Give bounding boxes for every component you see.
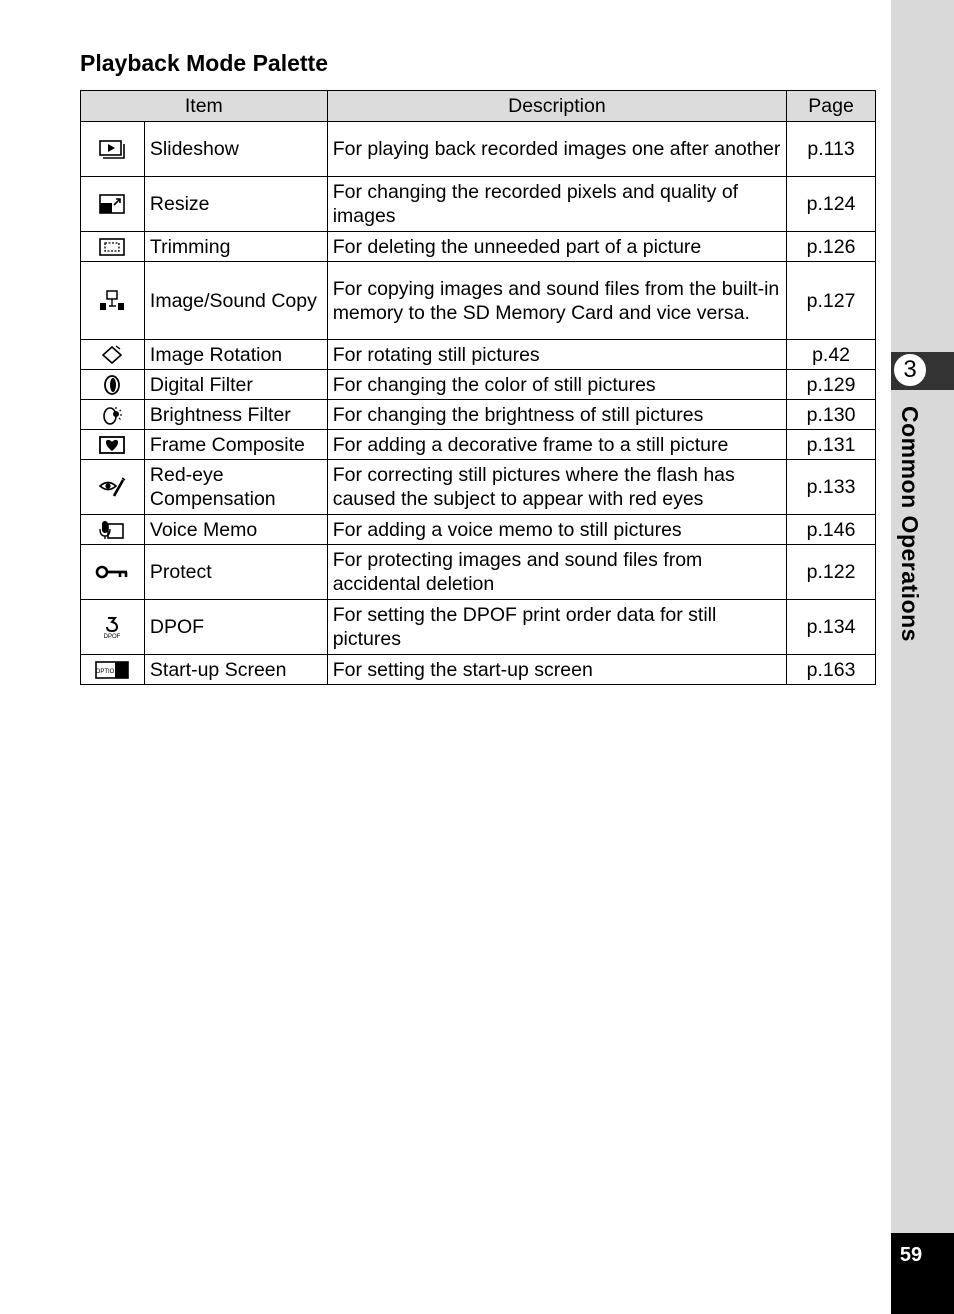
item-page: p.129 <box>787 370 876 400</box>
table-row <box>81 340 876 370</box>
item-description: For setting the DPOF print order data for still pictures <box>327 600 786 655</box>
slideshow-icon <box>81 122 145 177</box>
item-page: p.163 <box>787 655 876 685</box>
item-description: For correcting still pictures where the flash has caused the subject to appear with red eyes <box>327 460 786 515</box>
table-row <box>81 370 876 400</box>
item-name: Start-up Screen <box>144 655 327 685</box>
item-page: p.124 <box>787 177 876 232</box>
table-header-row <box>81 91 876 122</box>
item-description: For adding a decorative frame to a still picture <box>327 430 786 460</box>
item-name: Slideshow <box>144 122 327 177</box>
item-name: Frame Composite <box>144 430 327 460</box>
item-name: Trimming <box>144 232 327 262</box>
item-page: p.146 <box>787 515 876 545</box>
item-description: For setting the start-up screen <box>327 655 786 685</box>
table-row <box>81 232 876 262</box>
item-name: Image/Sound Copy <box>144 262 327 340</box>
item-name: Red-eye Compensation <box>144 460 327 515</box>
table-row <box>81 655 876 685</box>
item-name: Image Rotation <box>144 340 327 370</box>
table-row <box>81 600 876 655</box>
brightness-filter-icon <box>81 400 145 430</box>
item-page: p.134 <box>787 600 876 655</box>
page-title: Playback Mode Palette <box>80 50 328 76</box>
page-number: 59 <box>899 1244 923 1266</box>
item-name: Brightness Filter <box>144 400 327 430</box>
item-description: For changing the recorded pixels and quality of images <box>327 177 786 232</box>
item-name: DPOF <box>144 600 327 655</box>
chapter-title: Common Operations <box>897 406 923 642</box>
item-page: p.127 <box>787 262 876 340</box>
chapter-side-tab <box>891 0 954 1314</box>
table-row <box>81 177 876 232</box>
voice-memo-icon <box>81 515 145 545</box>
image-sound-copy-icon <box>81 262 145 340</box>
table-row <box>81 460 876 515</box>
table-row <box>81 400 876 430</box>
table-row <box>81 122 876 177</box>
digital-filter-icon <box>81 370 145 400</box>
item-name: Protect <box>144 545 327 600</box>
table-row <box>81 545 876 600</box>
frame-composite-icon <box>81 430 145 460</box>
dpof-icon <box>81 600 145 655</box>
table-row <box>81 262 876 340</box>
playback-palette-table <box>80 90 876 685</box>
item-page: p.126 <box>787 232 876 262</box>
item-description: For changing the brightness of still pictures <box>327 400 786 430</box>
item-name: Resize <box>144 177 327 232</box>
header-page: Page <box>787 91 876 122</box>
header-item: Item <box>81 91 328 122</box>
item-description: For changing the color of still pictures <box>327 370 786 400</box>
image-rotation-icon <box>81 340 145 370</box>
item-description: For copying images and sound files from the built-in memory to the SD Memory Card and vice versa. <box>327 262 786 340</box>
startup-screen-icon <box>81 655 145 685</box>
item-name: Voice Memo <box>144 515 327 545</box>
dpof-icon-label: DPOF <box>104 634 121 639</box>
item-description: For protecting images and sound files from accidental deletion <box>327 545 786 600</box>
item-description: For deleting the unneeded part of a picture <box>327 232 786 262</box>
item-page: p.133 <box>787 460 876 515</box>
trimming-icon <box>81 232 145 262</box>
table-row <box>81 430 876 460</box>
startup-icon-label: OPTIO <box>96 668 115 675</box>
item-name: Digital Filter <box>144 370 327 400</box>
item-page: p.130 <box>787 400 876 430</box>
item-description: For playing back recorded images one after another <box>327 122 786 177</box>
chapter-number: 3 <box>893 353 927 387</box>
item-page: p.122 <box>787 545 876 600</box>
item-description: For rotating still pictures <box>327 340 786 370</box>
resize-icon <box>81 177 145 232</box>
protect-key-icon <box>81 545 145 600</box>
item-page: p.113 <box>787 122 876 177</box>
item-description: For adding a voice memo to still pictures <box>327 515 786 545</box>
red-eye-icon <box>81 460 145 515</box>
header-description: Description <box>327 91 786 122</box>
table-row <box>81 515 876 545</box>
item-page: p.131 <box>787 430 876 460</box>
item-page: p.42 <box>787 340 876 370</box>
